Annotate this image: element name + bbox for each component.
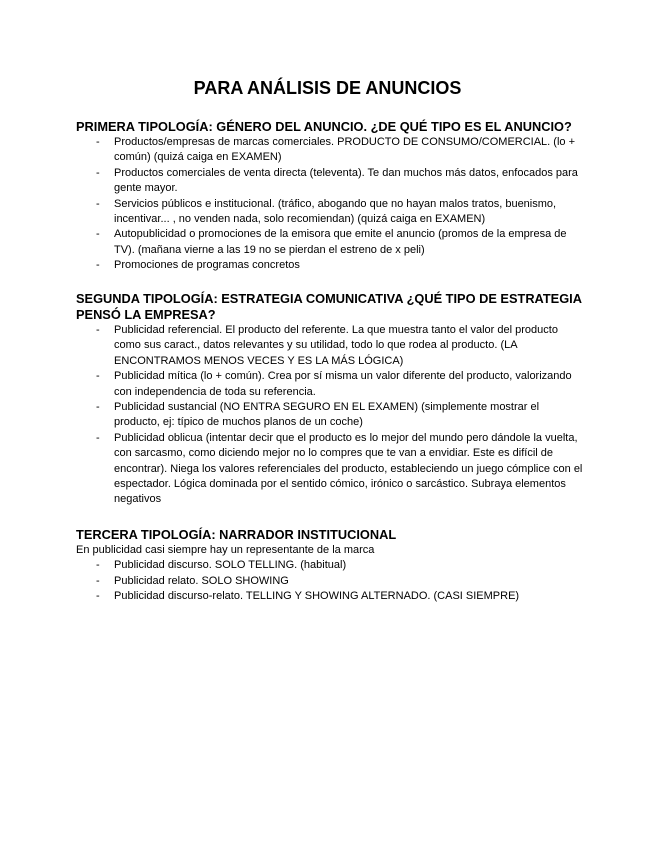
list-item [76, 258, 586, 273]
bullet-dash: - [96, 228, 100, 241]
bullet-dash: - [96, 574, 100, 587]
list-item [76, 369, 586, 400]
bullet-dash: - [96, 197, 100, 210]
bullet-dash: - [96, 166, 100, 179]
list-item [76, 135, 586, 166]
bullet-list [76, 323, 586, 508]
list-item [76, 323, 586, 369]
list-item [76, 431, 586, 508]
list-item [76, 589, 586, 604]
section-heading: TERCERA TIPOLOGÍA: NARRADOR INSTITUCIONAL [76, 527, 397, 542]
section-segunda-tipologia [76, 291, 586, 508]
bullet-dash: - [96, 590, 100, 603]
section-heading: PRIMERA TIPOLOGÍA: GÉNERO DEL ANUNCIO. ¿DE QUÉ TIPO ES EL ANUNCIO? [76, 119, 572, 134]
list-item-text: Servicios públicos e institucional. (tráfico, abogando que no hayan malos tratos, buenismo, incentivar... , no venden nada, solo recomiendan) (quizá caiga en EXAMEN) [114, 197, 557, 226]
list-item-text: Publicidad discurso-relato. TELLING Y SHOWING ALTERNADO. (CASI SIEMPRE) [114, 590, 520, 603]
bullet-list [76, 558, 586, 604]
bullet-dash: - [96, 136, 100, 148]
list-item-text: Publicidad referencial. El producto del referente. La que muestra tanto el valor del producto como sus caract., datos relevantes y su utilidad, todo lo que rodea al producto. (LA ENCONTRAMOS MENOS VECES Y ES LA MÁS LÓGICA) [114, 324, 558, 367]
bullet-dash: - [96, 401, 100, 414]
list-item-text: Publicidad relato. SOLO SHOWING [114, 574, 289, 587]
section-heading: SEGUNDA TIPOLOGÍA: ESTRATEGIA COMUNICATIVA ¿QUÉ TIPO DE ESTRATEGIA PENSÓ LA EMPRESA? [76, 291, 582, 322]
section-intro: En publicidad casi siempre hay un representante de la marca [76, 544, 375, 556]
list-item-text: Publicidad mítica (lo + común). Crea por sí misma un valor diferente del producto, valorizando con independencia de toda su referencia. [114, 370, 572, 398]
bullet-list [76, 135, 586, 274]
list-item [76, 166, 586, 197]
page-title: PARA ANÁLISIS DE ANUNCIOS [193, 78, 462, 98]
list-item-text: Promociones de programas concretos [114, 259, 300, 272]
bullet-dash: - [96, 324, 100, 336]
list-item-text: Productos comerciales de venta directa (televenta). Te dan muchos más datos, enfocados para gente mayor. [114, 166, 578, 195]
bullet-dash: - [96, 259, 100, 272]
list-item-text: Publicidad sustancial (NO ENTRA SEGURO EN EL EXAMEN) (simplemente mostrar el producto, ej: típico de muchos planos de un coche) [114, 401, 540, 429]
list-item [76, 400, 586, 431]
list-item-text: Publicidad oblicua (intentar decir que el producto es lo mejor del mundo pero dándole la vuelta, con sarcasmo, como diciendo mejor no lo compres que te van a envidiar. Este es difícil de encontrar). Niega los valores referenciales del producto, estableciendo un juego cómplice con el espectador. Lógica dominada por el sentido cómico, irónico o sarcástico. Subraya elementos negativos [114, 431, 583, 506]
list-item-text: Autopublicidad o promociones de la emisora que emite el anuncio (promos de la empresa de TV). (mañana vierne a las 19 no se pierdan el estreno de x peli) [114, 228, 567, 256]
list-item [76, 197, 586, 228]
list-item-text: Publicidad discurso. SOLO TELLING. (habitual) [114, 559, 347, 572]
list-item-text: Productos/empresas de marcas comerciales. PRODUCTO DE CONSUMO/COMERCIAL. (lo + común) (quizá caiga en EXAMEN) [114, 136, 575, 164]
list-item [76, 574, 586, 589]
section-primera-tipologia [76, 119, 586, 274]
list-item [76, 558, 586, 573]
bullet-dash: - [96, 431, 100, 444]
bullet-dash: - [96, 559, 100, 572]
list-item [76, 227, 586, 258]
section-tercera-tipologia [76, 527, 586, 605]
bullet-dash: - [96, 370, 100, 383]
